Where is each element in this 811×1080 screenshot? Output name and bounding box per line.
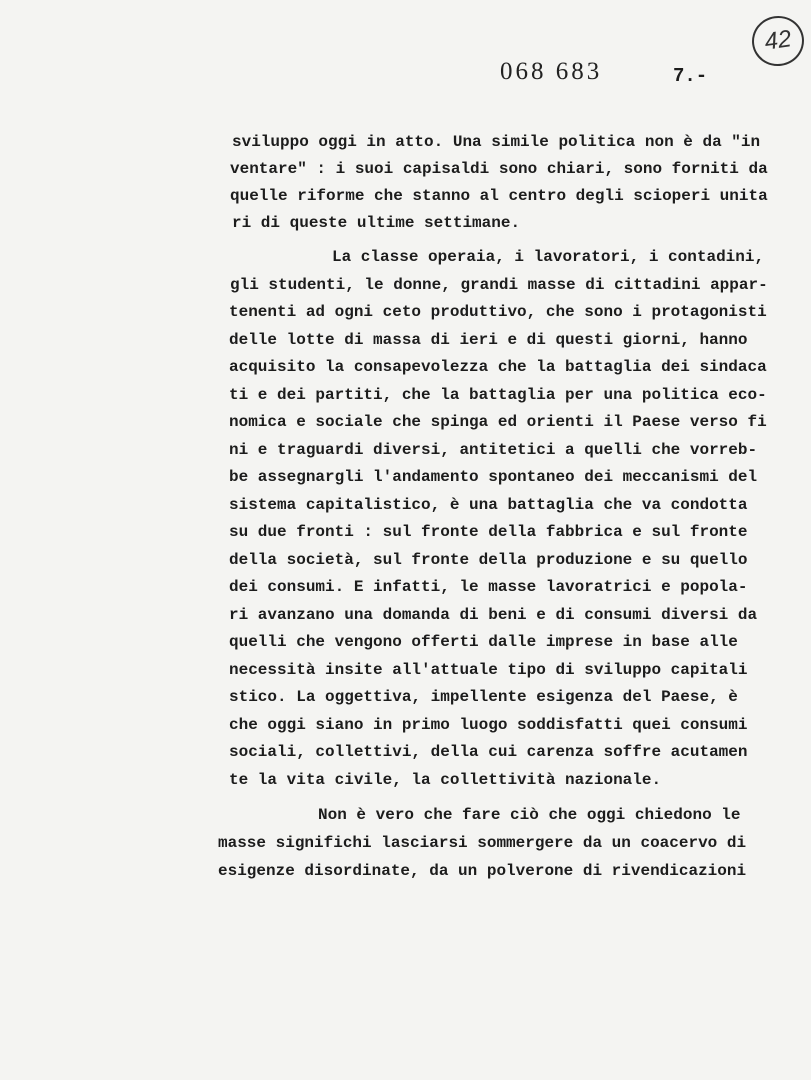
text-line: su due fronti : sul fronte della fabbrica e sul fronte <box>229 523 748 541</box>
text-line: nomica e sociale che spinga ed orienti il Paese verso fi <box>229 413 767 431</box>
text-line: be assegnargli l'andamento spontaneo dei meccanismi del <box>229 468 758 486</box>
text-line: ventare" : i suoi capisaldi sono chiari, sono forniti da <box>230 160 768 178</box>
text-line: Non è vero che fare ciò che oggi chiedono le <box>318 806 741 824</box>
text-line: che oggi siano in primo luogo soddisfatti quei consumi <box>229 716 748 734</box>
text-line: necessità insite all'attuale tipo di sviluppo capitali <box>229 661 748 679</box>
text-line: te la vita civile, la collettività nazionale. <box>229 771 662 789</box>
text-line: ti e dei partiti, che la battaglia per una politica eco- <box>229 386 767 404</box>
text-line: ri avanzano una domanda di beni e di consumi diversi da <box>229 606 758 624</box>
text-line: ni e traguardi diversi, antitetici a quelli che vorreb- <box>229 441 758 459</box>
text-line: quelli che vengono offerti dalle imprese in base alle <box>229 633 738 651</box>
text-line: sistema capitalistico, è una battaglia che va condotta <box>229 496 748 514</box>
text-line: esigenze disordinate, da un polverone di rivendicazioni <box>218 862 747 880</box>
text-line: delle lotte di massa di ieri e di questi giorni, hanno <box>229 331 748 349</box>
text-line: La classe operaia, i lavoratori, i contadini, <box>332 248 765 266</box>
text-line: gli studenti, le donne, grandi masse di cittadini appar- <box>230 276 768 294</box>
text-line: ri di queste ultime settimane. <box>232 214 521 232</box>
text-line: masse significhi lasciarsi sommergere da un coacervo di <box>218 834 747 852</box>
text-line: sociali, collettivi, della cui carenza soffre acutamen <box>229 743 748 761</box>
text-line: tenenti ad ogni ceto produttivo, che sono i protagonisti <box>229 303 767 321</box>
text-line: sviluppo oggi in atto. Una simile politica non è da "in <box>232 133 761 151</box>
page-stamp <box>749 13 807 70</box>
text-line: acquisito la consapevolezza che la battaglia dei sindaca <box>229 358 767 376</box>
text-line: della società, sul fronte della produzione e su quello <box>229 551 748 569</box>
stamp-number: 42 <box>762 25 794 56</box>
document-number: 068 683 <box>500 58 603 85</box>
text-line: quelle riforme che stanno al centro degli scioperi unita <box>230 187 768 205</box>
text-line: dei consumi. E infatti, le masse lavoratrici e popola- <box>229 578 748 596</box>
page-number: 7.- <box>673 65 708 87</box>
text-line: stico. La oggettiva, impellente esigenza del Paese, è <box>229 688 738 706</box>
